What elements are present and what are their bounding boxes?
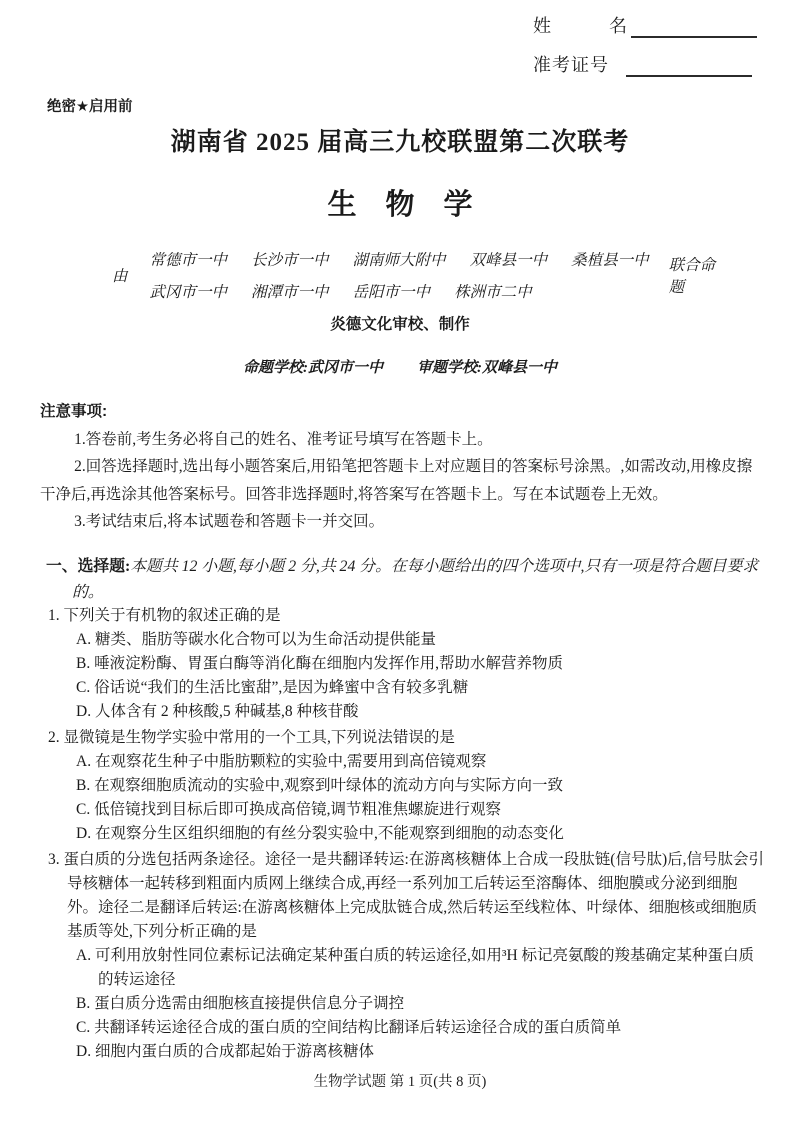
question-stem-text: 蛋白质的分选包括两条途径。途径一是共翻译转运:在游离核糖体上合成一段肽链(信号肽)后,信号肽会引导核糖体一起转移到粗面内质网上继续合成,再经一系列加工后转运至溶酶体、细胞膜或分泌到细胞外。途径二是翻译后转运:在游离核糖体上完成肽链合成,然后转运至线粒体、叶绿体、细胞核或细胞质基质等处,下列分析正确的是 [63, 851, 765, 940]
question-1-stem [48, 604, 766, 628]
school-name: 株洲市二中 [454, 284, 532, 301]
question-2 [48, 726, 766, 846]
reviewer-school: 审题学校:双峰县一中 [417, 360, 557, 376]
question-2-option-b: B. 在观察细胞质流动的实验中,观察到叶绿体的流动方向与实际方向一致 [76, 777, 563, 794]
notices-title: 注意事项: [40, 403, 108, 420]
school-name: 岳阳市一中 [352, 284, 431, 301]
question-3-option-c: C. 共翻译转运途径合成的蛋白质的空间结构比翻译后转运途径合成的蛋白质简单 [76, 1019, 622, 1036]
question-number: 2. [48, 729, 60, 746]
question-2-stem [48, 726, 766, 750]
question-1-option-c: C. 俗话说“我们的生活比蜜甜”,是因为蜂蜜中含有较多乳糖 [76, 679, 469, 696]
school-name: 长沙市一中 [251, 252, 329, 269]
school-rows [150, 248, 649, 302]
section-prefix: 一、选择题: [46, 558, 131, 575]
subject-title: 生 物 学 [327, 189, 473, 221]
school-name: 武冈市一中 [149, 284, 228, 301]
question-1-option-b: B. 唾液淀粉酶、胃蛋白酶等消化酶在细胞内发挥作用,帮助水解营养物质 [76, 655, 563, 672]
exam-no-blank-line [626, 56, 752, 77]
question-1-option-d: D. 人体含有 2 种核酸,5 种碱基,8 种核苷酸 [76, 703, 359, 720]
question-1-option-a: A. 糖类、脂肪等碳水化合物可以为生命活动提供能量 [76, 631, 436, 648]
by-label: 由 [112, 268, 128, 285]
question-stem-text: 下列关于有机物的叙述正确的是 [63, 607, 281, 624]
exam-title: 湖南省 2025 届高三九校联盟第二次联考 [170, 129, 630, 156]
exam-no-row [533, 51, 757, 77]
notice-item-1: 1.答卷前,考生务必将自己的姓名、准考证号填写在答题卡上。 [74, 430, 493, 448]
proposer-school: 命题学校:武冈市一中 [243, 360, 383, 376]
name-label: 姓 名 [533, 16, 628, 36]
notice-item-3: 3.考试结束后,将本试题卷和答题卡一并交回。 [74, 513, 385, 530]
notice-item-2: 2.回答选择题时,选出每小题答案后,用铅笔把答题卡上对应题目的答案标号涂黑。,如需改动,用橡皮擦干净后,再选涂其他答案标号。回答非选择题时,将答案写在答题卡上。写在本试题卷上无效。 [40, 458, 753, 503]
section-description: 本题共 12 小题,每小题 2 分,共 24 分。在每小题给出的四个选项中,只有一项是符合题目要求的。 [72, 558, 759, 601]
school-name: 湖南师大附中 [352, 252, 446, 269]
name-row [533, 12, 757, 38]
question-3-option-b: B. 蛋白质分选需由细胞核直接提供信息分子调控 [76, 995, 405, 1012]
school-name: 桑植县一中 [571, 252, 649, 269]
school-row-1 [150, 248, 649, 270]
candidate-info-block [533, 12, 757, 90]
question-3 [48, 848, 766, 1064]
joint-proposition-label: 联合命题 [668, 257, 716, 296]
question-1 [48, 604, 766, 724]
secrecy-notice: 绝密★启用前 [47, 99, 133, 115]
question-3-stem [48, 848, 766, 944]
school-name: 湘潭市一中 [251, 284, 329, 301]
section-one-header [46, 554, 766, 606]
question-2-option-c: C. 低倍镜找到目标后即可换成高倍镜,调节粗准焦螺旋进行观察 [76, 801, 501, 818]
consortium-block [112, 248, 730, 302]
question-3-option-a: A. 可利用放射性同位素标记法确定某种蛋白质的转运途径,如用³H 标记亮氨酸的羧基确定某种蛋白质的转运途径 [76, 947, 755, 988]
question-2-option-a: A. 在观察花生种子中脂肪颗粒的实验中,需要用到高倍镜观察 [76, 753, 487, 770]
question-stem-text: 显微镜是生物学实验中常用的一个工具,下列说法错误的是 [63, 729, 455, 746]
question-number: 1. [48, 607, 60, 624]
production-credit: 炎德文化审校、制作 [330, 316, 470, 333]
question-3-option-d: D. 细胞内蛋白质的合成都起始于游离核糖体 [76, 1043, 374, 1060]
school-name: 常德市一中 [149, 252, 228, 269]
school-name: 双峰县一中 [469, 252, 548, 269]
question-number: 3. [48, 851, 60, 868]
questions-block [48, 602, 766, 1064]
exam-no-label: 准考证号 [533, 55, 609, 75]
school-row-2 [150, 280, 649, 302]
name-blank-line [631, 17, 757, 38]
notices-block [40, 398, 766, 536]
page-footer: 生物学试题 第 1 页(共 8 页) [313, 1074, 487, 1090]
proposer-line [0, 356, 800, 377]
question-2-option-d: D. 在观察分生区组织细胞的有丝分裂实验中,不能观察到细胞的动态变化 [76, 825, 564, 842]
